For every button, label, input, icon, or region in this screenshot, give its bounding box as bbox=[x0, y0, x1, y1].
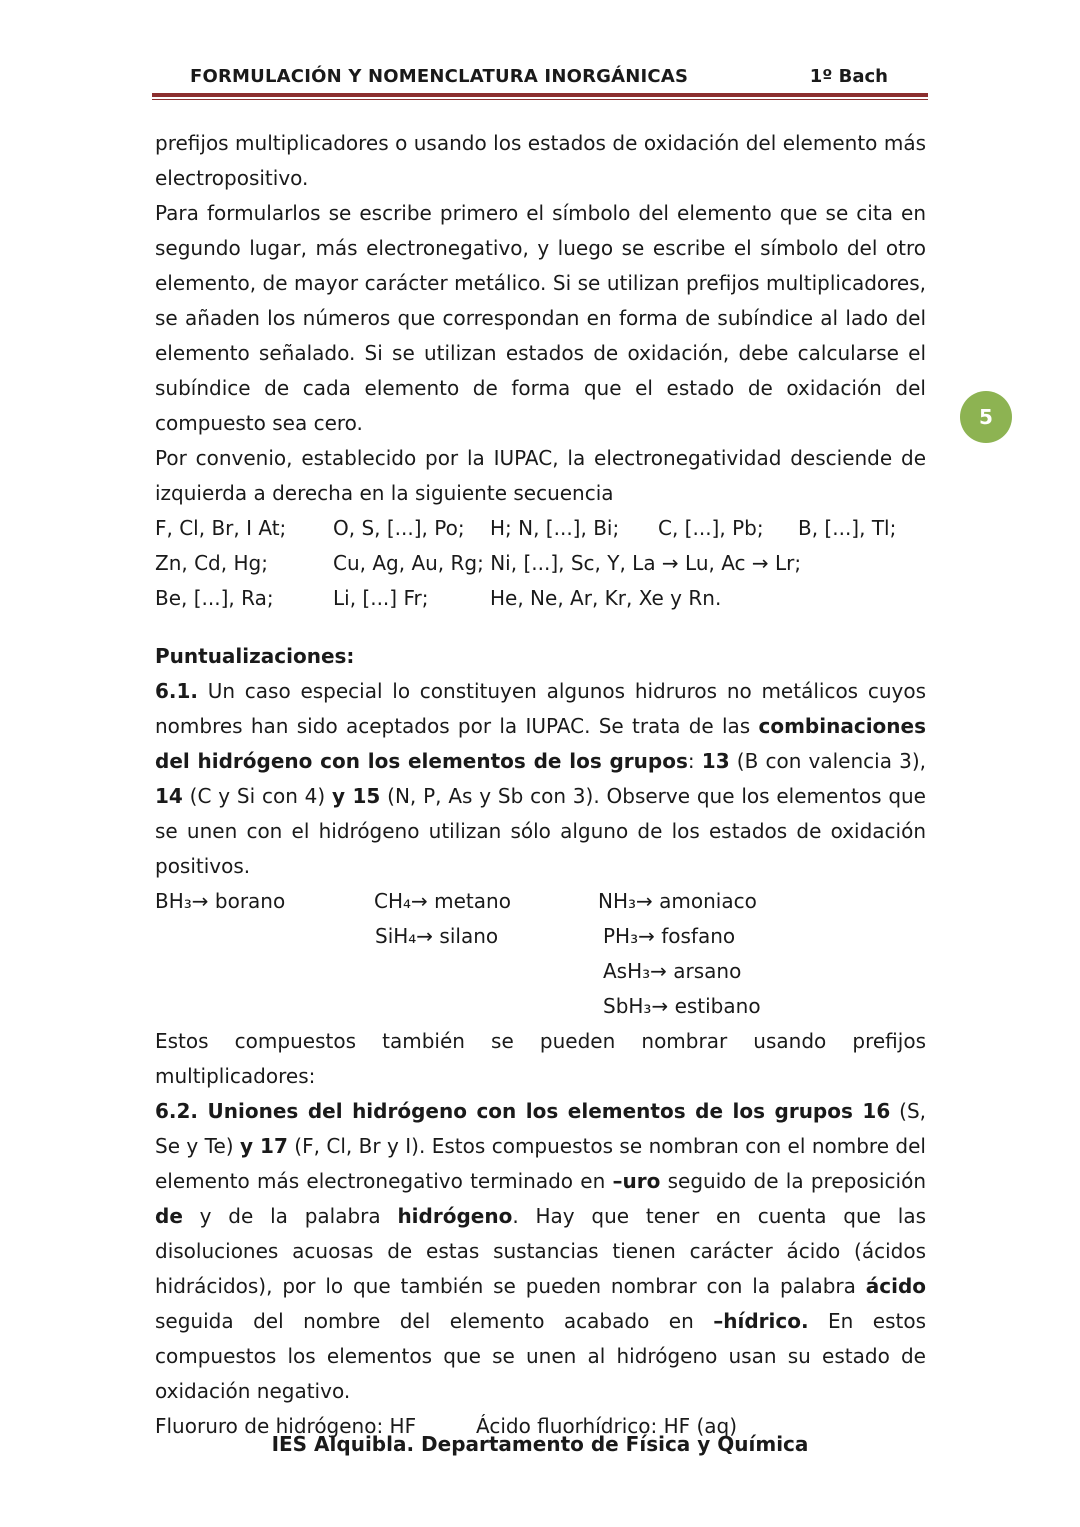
sequence-item: H; N, [...], Bi; bbox=[490, 516, 620, 540]
hydrides-row-2 bbox=[155, 919, 926, 954]
point-number: 6.1. bbox=[155, 679, 199, 703]
hydride-arsenic: AsH₃→ arsano bbox=[603, 959, 742, 983]
hydride-boron: BH₃→ borano bbox=[155, 889, 286, 913]
intro-paragraph-1: prefijos multiplicadores o usando los estados de oxidación del elemento más electropositivo. bbox=[155, 131, 926, 190]
header-rule bbox=[152, 93, 928, 97]
prefix-note: Estos compuestos también se pueden nombrar usando prefijos multiplicadores: bbox=[155, 1029, 926, 1088]
sequence-item: Zn, Cd, Hg; bbox=[155, 551, 268, 575]
sequence-item: O, S, [...], Po; bbox=[333, 516, 465, 540]
intro-paragraph-2: Para formularlos se escribe primero el símbolo del elemento que se cita en segundo lugar, más electronegativo, y luego se escribe el símbolo del otro elemento, de mayor carácter metálico. Si se utilizan prefijos multiplicadores, se añaden los números que correspondan en forma de subíndice al lado del elemento señalado. Si se utilizan estados de oxidación, debe calcularse el subíndice de cada elemento de forma que el estado de oxidación del compuesto sea cero. bbox=[155, 201, 926, 435]
sequence-row-1 bbox=[155, 511, 926, 546]
hydrides-row-4 bbox=[155, 989, 926, 1024]
point-number: 6.2. bbox=[155, 1099, 199, 1123]
page-footer: IES Alquibla. Departamento de Física y Química bbox=[271, 1432, 809, 1456]
sequence-item: Li, [...] Fr; bbox=[333, 586, 429, 610]
point-6-2: 6.2. Uniones del hidrógeno con los elementos de los grupos 16 (S, Se y Te) y 17 (F, Cl, Br y I). Estos compuestos se nombran con el nombre del elemento más electronegativo terminado en –uro seguido de la preposición de y de la palabra hidrógeno. Hay que tener en cuenta que las disoluciones acuosas de estas sustancias tienen carácter ácido (ácidos hidrácidos), por lo que también se pueden nombrar con la palabra ácido seguida del nombre del elemento acabado en –hídrico. En estos compuestos los elementos que se unen al hidrógeno usan su estado de oxidación negativo. bbox=[155, 1099, 927, 1403]
sequence-item: Cu, Ag, Au, Rg; Ni, [...], Sc, Y, La → Lu, Ac → Lr; bbox=[333, 551, 802, 575]
hydride-antimony: SbH₃→ estibano bbox=[603, 994, 761, 1018]
sequence-item: F, Cl, Br, I At; bbox=[155, 516, 287, 540]
document-title: FORMULACIÓN Y NOMENCLATURA INORGÁNICAS bbox=[190, 66, 689, 87]
page-header bbox=[152, 62, 928, 92]
puntualizaciones-heading: Puntualizaciones: bbox=[155, 644, 355, 668]
page-number-badge: 5 bbox=[960, 391, 1012, 443]
hydride-carbon: CH₄→ metano bbox=[374, 889, 511, 913]
point-6-1: 6.1. Un caso especial lo constituyen algunos hidruros no metálicos cuyos nombres han sido aceptados por la IUPAC. Se trata de las combinaciones del hidrógeno con los elementos de los grupos: 13 (B con valencia 3), 14 (C y Si con 4) y 15 (N, P, As y Sb con 3). Observe que los elementos que se unen con el hidrógeno utilizan sólo alguno de los estados de oxidación positivos. bbox=[155, 679, 927, 878]
sequence-row-2 bbox=[155, 546, 926, 581]
page-body bbox=[155, 126, 926, 1444]
course-level: 1º Bach bbox=[809, 66, 888, 87]
section-heading bbox=[155, 639, 926, 674]
hydrides-row-3 bbox=[155, 954, 926, 989]
sequence-item: He, Ne, Ar, Kr, Xe y Rn. bbox=[490, 586, 722, 610]
example-acid: Ácido fluorhídrico: HF (aq) bbox=[476, 1414, 738, 1438]
sequence-item: Be, [...], Ra; bbox=[155, 586, 274, 610]
hydride-silicon: SiH₄→ silano bbox=[375, 924, 499, 948]
hydride-nitrogen: NH₃→ amoniaco bbox=[598, 889, 757, 913]
intro-paragraph-3: Por convenio, establecido por la IUPAC, la electronegatividad desciende de izquierda a derecha en la siguiente secuencia bbox=[155, 446, 926, 505]
example-name: Fluoruro de hidrógeno: HF bbox=[155, 1414, 417, 1438]
sequence-row-3 bbox=[155, 581, 926, 616]
hydrides-row-1 bbox=[155, 884, 926, 919]
sequence-item: C, [...], Pb; bbox=[658, 516, 764, 540]
hydride-phosphorus: PH₃→ fosfano bbox=[603, 924, 736, 948]
header-rule-thin bbox=[152, 99, 928, 100]
sequence-item: B, [...], Tl; bbox=[798, 516, 897, 540]
